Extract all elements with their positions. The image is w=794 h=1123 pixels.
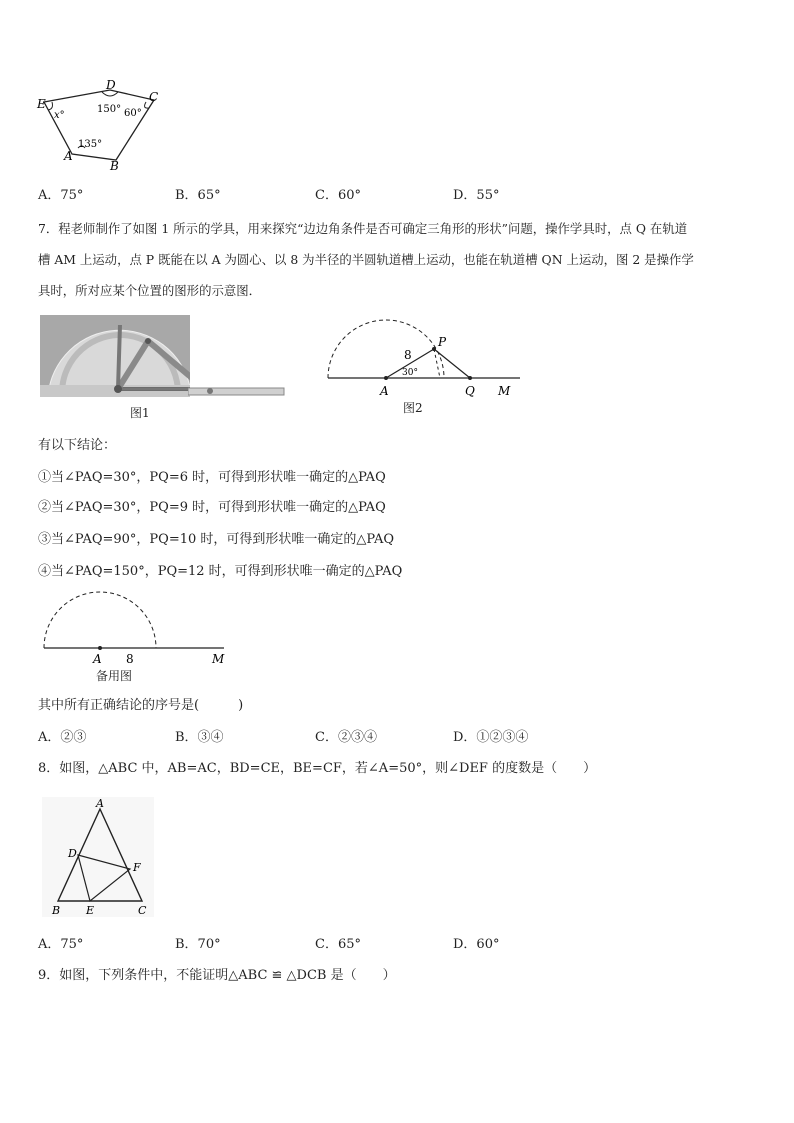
q7-spare-label-a: A — [93, 652, 102, 666]
q7-option-c[interactable]: C．②③④ — [315, 730, 377, 745]
q6-angle-d: 150° — [97, 104, 122, 115]
q7-conclusion-2: ②当∠PAQ=30°，PQ=9 时，可得到形状唯一确定的△PAQ — [38, 500, 386, 515]
q6-option-d[interactable]: D．55° — [453, 188, 500, 203]
q7-spare-figure — [38, 590, 238, 668]
q9-question: 9．如图，下列条件中，不能证明△ABC ≌ △DCB 是（ ） — [38, 968, 396, 983]
q8-option-a[interactable]: A．75° — [38, 937, 84, 952]
q8-question: 8．如图，△ABC 中，AB=AC，BD=CE，BE=CF，若∠A=50°，则∠DEF 的度数是（ ） — [38, 761, 597, 776]
q6-label-c: C — [149, 90, 159, 104]
q7-text-line-3: 具时，所对应某个位置的图形的示意图． — [38, 283, 262, 298]
q7-conclusion-4: ④当∠PAQ=150°，PQ=12 时，可得到形状唯一确定的△PAQ — [38, 564, 403, 579]
q8-triangle-figure — [42, 797, 154, 917]
q7-fig2-label-m: M — [498, 384, 511, 398]
q8-option-c[interactable]: C．65° — [315, 937, 361, 952]
q6-option-b[interactable]: B．65° — [175, 188, 221, 203]
q7-fig2-label-q: Q — [465, 384, 475, 398]
q7-question: 其中所有正确结论的序号是( ) — [38, 698, 244, 713]
q8-label-e: E — [86, 904, 95, 917]
q7-fig2-diagram — [320, 315, 520, 405]
q7-text-line-1: 7．程老师制作了如图 1 所示的学具，用来探究“边边角条件是否可确定三角形的形状”问题，操作学具时，点 Q 在轨道 — [38, 221, 688, 236]
q8-label-c: C — [138, 904, 147, 917]
q8-option-d[interactable]: D．60° — [453, 937, 500, 952]
q6-option-c[interactable]: C．60° — [315, 188, 361, 203]
q7-option-a[interactable]: A．②③ — [38, 730, 87, 745]
q6-angle-a: 135° — [78, 139, 103, 150]
q7-spare-caption: 备用图 — [96, 669, 133, 683]
q7-fig2-caption: 图2 — [403, 401, 423, 415]
q7-fig1-photo — [40, 315, 190, 397]
q7-option-b[interactable]: B．③④ — [175, 730, 224, 745]
q6-label-e: E — [37, 97, 46, 111]
q8-label-d: D — [68, 847, 77, 860]
q6-option-a[interactable]: A．75° — [38, 188, 84, 203]
q7-conclusion-1: ①当∠PAQ=30°，PQ=6 时，可得到形状唯一确定的△PAQ — [38, 470, 386, 485]
q7-fig2-label-a: A — [380, 384, 389, 398]
q6-angle-e: x° — [54, 110, 65, 121]
q7-spare-radius: 8 — [126, 652, 134, 666]
q7-fig2-radius: 8 — [404, 348, 412, 362]
q7-conclusion-3: ③当∠PAQ=90°，PQ=10 时，可得到形状唯一确定的△PAQ — [38, 532, 394, 547]
q8-label-f: F — [133, 861, 141, 874]
q7-fig2-label-p: P — [438, 335, 447, 349]
q7-fig1-track — [188, 385, 288, 399]
q7-text-line-2: 槽 AM 上运动，点 P 既能在以 A 为圆心、以 8 为半径的半圆轨道槽上运动，也能在轨道槽 QN 上运动，图 2 是操作学 — [38, 252, 694, 267]
q8-option-b[interactable]: B．70° — [175, 937, 221, 952]
q8-label-b: B — [52, 904, 61, 917]
q6-label-b: B — [110, 159, 119, 173]
q6-label-d: D — [106, 78, 116, 92]
q8-label-a: A — [96, 797, 104, 810]
q6-angle-c: 60° — [124, 108, 142, 119]
q6-label-a: A — [64, 149, 73, 163]
q7-fig2-angle: 30° — [402, 368, 418, 378]
q7-fig1-caption: 图1 — [130, 406, 150, 420]
q7-conclusions-intro: 有以下结论： — [38, 438, 117, 453]
q7-spare-label-m: M — [212, 652, 225, 666]
q7-option-d[interactable]: D．①②③④ — [453, 730, 529, 745]
q6-pentagon-figure — [30, 78, 170, 176]
